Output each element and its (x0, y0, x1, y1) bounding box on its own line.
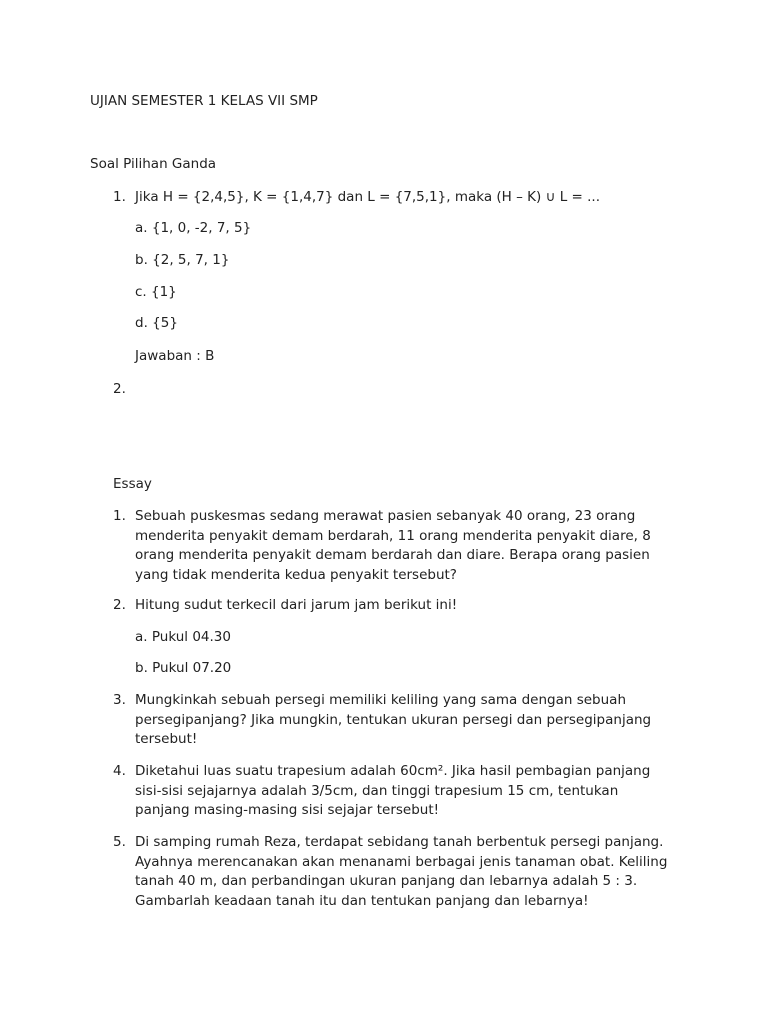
essay-q2-option-a: a. Pukul 04.30 (135, 629, 231, 645)
question-text: Mungkinkah sebuah persegi memiliki keliling yang sama dengan sebuah persegipanjang? Jika mungkin, tentukan ukuran persegi dan persegipanjang tersebut! (135, 692, 652, 747)
mc-q1-option-a: a. {1, 0, -2, 7, 5} (135, 220, 252, 236)
multiple-choice-heading: Soal Pilihan Ganda (90, 156, 217, 172)
question-number: 5. (113, 834, 126, 850)
mc-q1-option-d: d. {5} (135, 315, 178, 331)
essay-heading: Essay (113, 476, 152, 492)
question-number: 2. (113, 597, 126, 613)
question-number: 3. (113, 692, 126, 708)
question-text: Hitung sudut terkecil dari jarum jam berikut ini! (135, 597, 458, 613)
mc-q1-option-b: b. {2, 5, 7, 1} (135, 252, 230, 268)
question-number: 1. (113, 508, 126, 524)
document-title: UJIAN SEMESTER 1 KELAS VII SMP (90, 93, 318, 109)
question-number: 1. (113, 189, 126, 205)
mc-q1-option-c: c. {1} (135, 284, 177, 300)
essay-q2-option-b: b. Pukul 07.20 (135, 660, 232, 676)
question-text: Diketahui luas suatu trapesium adalah 60cm². Jika hasil pembagian panjang sisi-sisi sejajarnya adalah 3/5cm, dan tinggi trapesium 15 cm, tentukan panjang masing-masing sisi sejajar tersebut! (135, 763, 651, 818)
mc-q1-answer: Jawaban : B (135, 348, 215, 364)
question-number: 4. (113, 763, 126, 779)
question-text: Jika H = {2,4,5}, K = {1,4,7} dan L = {7,5,1}, maka (H – K) ∪ L = ... (135, 189, 601, 205)
question-text: Sebuah puskesmas sedang merawat pasien sebanyak 40 orang, 23 orang menderita penyakit demam berdarah, 11 orang menderita penyakit diare, 8 orang menderita penyakit demam berdarah dan diare. Berapa orang pasien yang tidak menderita kedua penyakit tersebut? (135, 508, 651, 583)
question-text: Di samping rumah Reza, terdapat sebidang tanah berbentuk persegi panjang. Ayahnya merencanakan akan menanami berbagai jenis tanaman obat. Keliling tanah 40 m, dan perbandingan ukuran panjang dan lebarnya adalah 5 : 3. Gambarlah keadaan tanah itu dan tentukan panjang dan lebarnya! (135, 834, 668, 909)
question-number: 2. (113, 381, 126, 397)
